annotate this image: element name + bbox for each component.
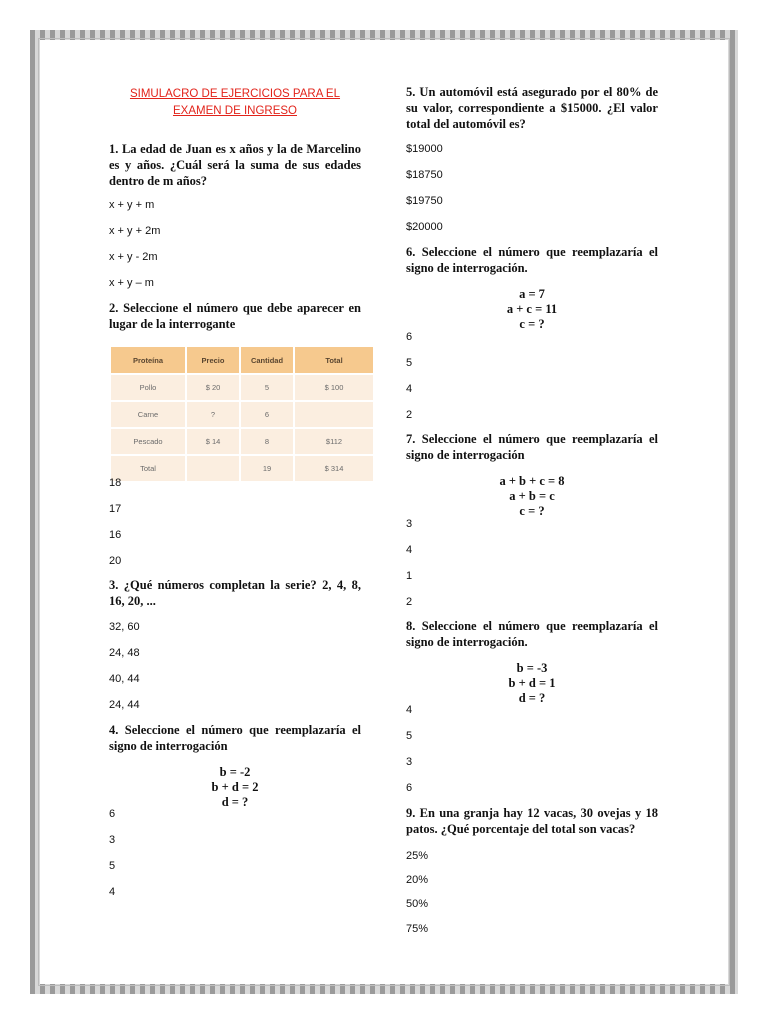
table-cell: $112 — [295, 429, 373, 454]
question-5: 5. Un automóvil está asegurado por el 80% de su valor, correspondiente a $15000. ¿El valor total del automóvil es? — [406, 85, 658, 131]
table-cell: $ 20 — [187, 375, 239, 400]
q2-option-a: 18 — [109, 477, 122, 489]
table-cell: Pollo — [111, 375, 185, 400]
q4-equation-3: d = ? — [221, 795, 249, 809]
table-cell: Pescado — [111, 429, 185, 454]
q3-option-b: 24, 48 — [109, 647, 140, 659]
q2-option-d: 20 — [109, 555, 122, 567]
q8-option-a: 4 — [406, 704, 413, 716]
question-3: 3. ¿Qué números completan la serie? 2, 4, 8, 16, 20, ... — [109, 578, 361, 608]
q6-option-b: 5 — [406, 357, 413, 369]
question-1: 1. La edad de Juan es x años y la de Marcelino es y años. ¿Cuál será la suma de sus edades dentro de m años? — [109, 142, 361, 188]
table-cell: ? — [187, 402, 239, 427]
q7-option-c: 1 — [406, 570, 413, 582]
q4-option-d: 4 — [109, 886, 116, 898]
q1-option-d: x + y – m — [109, 277, 154, 289]
table-cell: 6 — [241, 402, 293, 427]
table-cell: 5 — [241, 375, 293, 400]
table-cell: $ 100 — [295, 375, 373, 400]
q6-option-a: 6 — [406, 331, 413, 343]
question-8: 8. Seleccione el número que reemplazaría el signo de interrogación. — [406, 619, 658, 649]
q5-option-d: $20000 — [406, 221, 443, 233]
table-header: Cantidad — [241, 347, 293, 373]
table-cell — [295, 402, 373, 427]
q7-option-a: 3 — [406, 518, 413, 530]
q9-option-a: 25% — [406, 850, 429, 862]
q4-equation-1: b = -2 — [219, 765, 251, 779]
q9-option-d: 75% — [406, 923, 429, 935]
table-header: Precio — [187, 347, 239, 373]
q8-equation-3: d = ? — [518, 691, 546, 705]
protein-table — [109, 345, 375, 483]
table-row — [111, 429, 373, 454]
q9-option-b: 20% — [406, 874, 429, 886]
q7-option-d: 2 — [406, 596, 413, 608]
q7-option-b: 4 — [406, 544, 413, 556]
table-cell: 19 — [241, 456, 293, 481]
q3-option-c: 40, 44 — [109, 673, 140, 685]
q4-option-c: 5 — [109, 860, 116, 872]
q4-equation-2: b + d = 2 — [211, 780, 259, 794]
table-row — [111, 402, 373, 427]
q7-equation-1: a + b + c = 8 — [499, 474, 565, 488]
table-cell: Carne — [111, 402, 185, 427]
q3-option-a: 32, 60 — [109, 621, 140, 633]
q2-option-c: 16 — [109, 529, 122, 541]
table-row — [111, 375, 373, 400]
q2-option-b: 17 — [109, 503, 122, 515]
q4-option-b: 3 — [109, 834, 116, 846]
question-6: 6. Seleccione el número que reemplazaría el signo de interrogación. — [406, 245, 658, 275]
q6-equation-1: a = 7 — [519, 287, 545, 301]
q1-option-b: x + y + 2m — [109, 225, 161, 237]
q9-option-c: 50% — [406, 898, 429, 910]
q5-option-b: $18750 — [406, 169, 443, 181]
q8-equation-1: b = -3 — [516, 661, 548, 675]
question-2: 2. Seleccione el número que debe aparecer en lugar de la interrogante — [109, 301, 361, 331]
q6-equation-3: c = ? — [519, 317, 545, 331]
q1-option-c: x + y - 2m — [109, 251, 158, 263]
table-cell: $ 14 — [187, 429, 239, 454]
q6-option-c: 4 — [406, 383, 413, 395]
table-header-row — [111, 347, 373, 373]
q5-option-c: $19750 — [406, 195, 443, 207]
table-cell: $ 314 — [295, 456, 373, 481]
q8-equation-2: b + d = 1 — [508, 676, 556, 690]
document-title: SIMULACRO DE EJERCICIOS PARA EL EXAMEN DE INGRESO — [129, 88, 341, 117]
q7-equation-2: a + b = c — [509, 489, 555, 503]
q4-option-a: 6 — [109, 808, 116, 820]
table-cell: Total — [111, 456, 185, 481]
q1-option-a: x + y + m — [109, 199, 155, 211]
q3-option-d: 24, 44 — [109, 699, 140, 711]
q5-option-a: $19000 — [406, 143, 443, 155]
q8-option-d: 6 — [406, 782, 413, 794]
q8-option-b: 5 — [406, 730, 413, 742]
q7-equation-3: c = ? — [519, 504, 545, 518]
q8-option-c: 3 — [406, 756, 413, 768]
table-header: Total — [295, 347, 373, 373]
q6-option-d: 2 — [406, 409, 413, 421]
q6-equation-2: a + c = 11 — [506, 302, 558, 316]
table-cell: 8 — [241, 429, 293, 454]
question-4: 4. Seleccione el número que reemplazaría el signo de interrogación — [109, 723, 361, 753]
table-header: Proteína — [111, 347, 185, 373]
question-9: 9. En una granja hay 12 vacas, 30 ovejas y 18 patos. ¿Qué porcentaje del total son vacas? — [406, 806, 658, 836]
question-7: 7. Seleccione el número que reemplazaría el signo de interrogación — [406, 432, 658, 462]
